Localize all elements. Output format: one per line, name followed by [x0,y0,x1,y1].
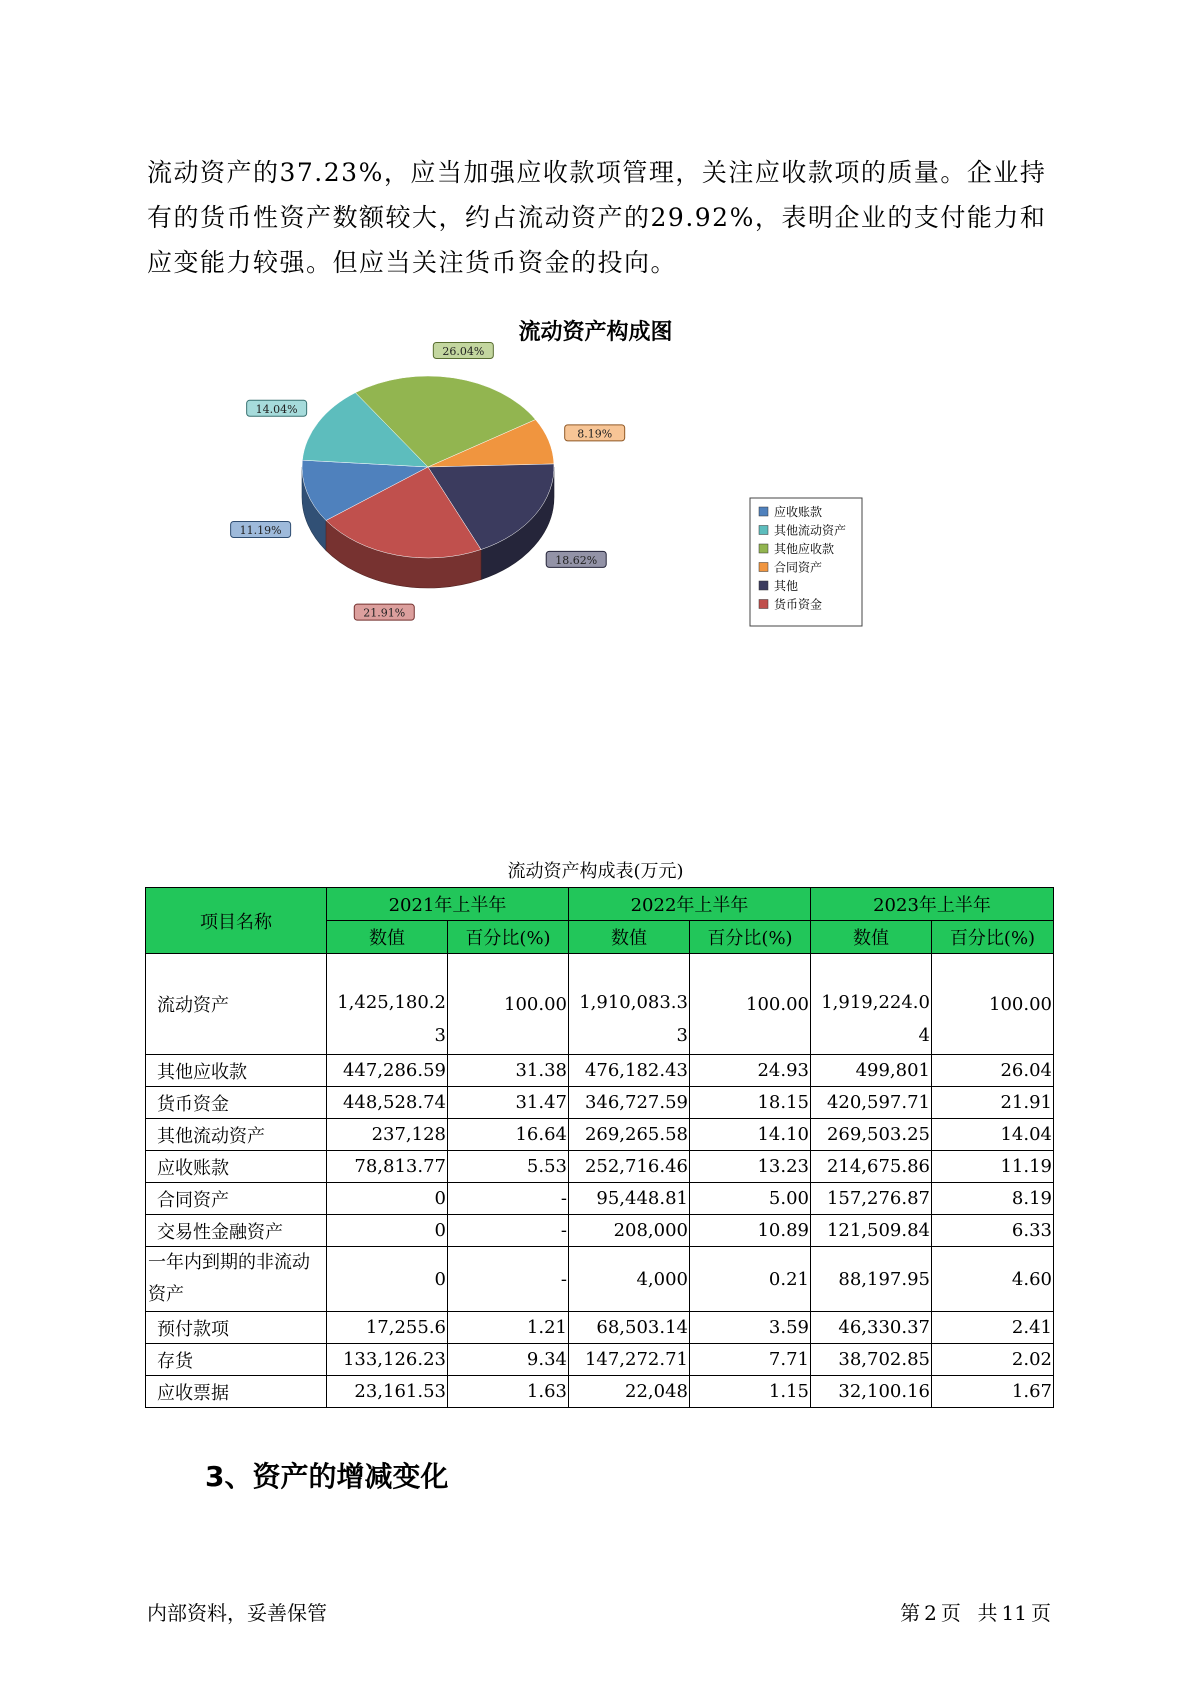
value-cell: 499,801 [811,1055,932,1087]
value-cell: 68,503.14 [569,1312,690,1344]
legend-swatch [759,544,768,553]
header-value: 数值 [811,921,932,954]
header-percent: 百分比(%) [932,921,1054,954]
percent-cell: 13.23 [690,1151,811,1183]
table-row [146,1151,1054,1183]
percent-cell: 5.53 [448,1151,569,1183]
legend-entry: 应收账款 [774,505,823,519]
percent-cell: 10.89 [690,1215,811,1247]
percent-cell: 100.00 [932,954,1054,1055]
percent-cell: 7.71 [690,1344,811,1376]
percent-cell: 4.60 [932,1247,1054,1312]
row-name: 交易性金融资产 [146,1215,327,1247]
value-cell: 420,597.71 [811,1087,932,1119]
table-row [146,1055,1054,1087]
header-value: 数值 [327,921,448,954]
row-name: 合同资产 [146,1183,327,1215]
pie-data-label-text: 11.19% [239,524,282,538]
percent-cell: 26.04 [932,1055,1054,1087]
value-cell: 346,727.59 [569,1087,690,1119]
value-cell: 121,509.84 [811,1215,932,1247]
value-cell: 0 [327,1183,448,1215]
value-cell: 157,276.87 [811,1183,932,1215]
pie-data-label [231,522,291,538]
value-cell: 447,286.59 [327,1055,448,1087]
pie-chart-svg [0,315,1191,655]
percent-cell: 1.67 [932,1376,1054,1408]
pie-data-label-text: 26.04% [442,344,485,358]
footer-note: 内部资料，妥善保管 [147,1601,327,1625]
value-cell: 22,048 [569,1376,690,1408]
row-name: 其他流动资产 [146,1119,327,1151]
percent-cell: 31.47 [448,1087,569,1119]
legend-swatch [759,526,768,535]
percent-cell: 1.15 [690,1376,811,1408]
table-row [146,1247,1054,1312]
current-assets-table [145,887,1054,1408]
percent-cell: 24.93 [690,1055,811,1087]
table-row [146,1183,1054,1215]
table-row [146,1119,1054,1151]
percent-cell: - [448,1215,569,1247]
percent-cell: 11.19 [932,1151,1054,1183]
value-cell: 1,919,224.04 [811,954,932,1055]
value-cell: 147,272.71 [569,1344,690,1376]
table-row [146,1344,1054,1376]
row-name: 货币资金 [146,1087,327,1119]
table-caption: 流动资产构成表(万元) [507,861,684,882]
pie-chart [0,315,1191,655]
pie-data-label-text: 14.04% [255,402,298,416]
header-year-2022: 2022年上半年 [569,888,811,921]
pie-data-label [433,342,493,358]
pie-data-label [247,400,307,416]
table-row [146,1087,1054,1119]
percent-cell: 31.38 [448,1055,569,1087]
value-cell: 237,128 [327,1119,448,1151]
pie-data-label [565,425,625,441]
table-row [146,1312,1054,1344]
value-cell: 252,716.46 [569,1151,690,1183]
row-name: 应收账款 [146,1151,327,1183]
percent-cell: 2.41 [932,1312,1054,1344]
body-paragraph: 流动资产的37.23%，应当加强应收款项管理，关注应收款项的质量。企业持有的货币性资产数额较大，约占流动资产的29.92%，表明企业的支付能力和应变能力较强。但应当关注货币资金的投向。 [147,158,1047,277]
value-cell: 448,528.74 [327,1087,448,1119]
percent-cell: 21.91 [932,1087,1054,1119]
percent-cell: 16.64 [448,1119,569,1151]
row-name: 存货 [146,1344,327,1376]
header-year-2023: 2023年上半年 [811,888,1054,921]
footer-page-number: 2 [924,1601,937,1625]
percent-cell: 14.10 [690,1119,811,1151]
value-cell: 46,330.37 [811,1312,932,1344]
pie-data-label [354,604,414,620]
percent-cell: 5.00 [690,1183,811,1215]
value-cell: 78,813.77 [327,1151,448,1183]
value-cell: 1,425,180.23 [327,954,448,1055]
legend-entry: 货币资金 [774,597,823,612]
pie-data-label-text: 8.19% [577,427,613,441]
footer-total-number: 11 [1001,1601,1027,1625]
row-name: 其他应收款 [146,1055,327,1087]
value-cell: 0 [327,1247,448,1312]
value-cell: 133,126.23 [327,1344,448,1376]
value-cell: 4,000 [569,1247,690,1312]
chart-title: 流动资产构成图 [518,320,673,345]
table-row [146,1376,1054,1408]
legend-entry: 其他应收款 [774,542,835,556]
percent-cell: 3.59 [690,1312,811,1344]
value-cell: 0 [327,1215,448,1247]
percent-cell: - [448,1183,569,1215]
header-percent: 百分比(%) [690,921,811,954]
value-cell: 23,161.53 [327,1376,448,1408]
percent-cell: 18.15 [690,1087,811,1119]
legend-swatch [759,507,768,516]
value-cell: 269,265.58 [569,1119,690,1151]
value-cell: 1,910,083.33 [569,954,690,1055]
pie-data-label-text: 18.62% [555,553,598,567]
footer-page-info [898,1597,1053,1626]
value-cell: 476,182.43 [569,1055,690,1087]
pie-data-label-text: 21.91% [363,606,406,620]
percent-cell: 1.21 [448,1312,569,1344]
percent-cell: 6.33 [932,1215,1054,1247]
footer-total-unit: 页 [1031,1601,1051,1625]
row-name: 预付款项 [146,1312,327,1344]
value-cell: 269,503.25 [811,1119,932,1151]
value-cell: 17,255.6 [327,1312,448,1344]
legend-entry: 合同资产 [774,560,823,575]
header-item-name: 项目名称 [146,888,327,954]
value-cell: 88,197.95 [811,1247,932,1312]
section-heading: 3、资产的增减变化 [205,1460,449,1493]
legend-entry: 其他 [774,579,799,593]
value-cell: 32,100.16 [811,1376,932,1408]
header-value: 数值 [569,921,690,954]
legend-swatch [759,563,768,572]
percent-cell: 0.21 [690,1247,811,1312]
legend-swatch [759,581,768,590]
value-cell: 208,000 [569,1215,690,1247]
percent-cell: 14.04 [932,1119,1054,1151]
legend-swatch [759,600,768,609]
value-cell: 95,448.81 [569,1183,690,1215]
percent-cell: 8.19 [932,1183,1054,1215]
percent-cell: 9.34 [448,1344,569,1376]
percent-cell: 1.63 [448,1376,569,1408]
footer-total-prefix: 共 [977,1601,998,1625]
value-cell: 38,702.85 [811,1344,932,1376]
value-cell: 214,675.86 [811,1151,932,1183]
table-row [146,954,1054,1055]
percent-cell: 100.00 [690,954,811,1055]
table-row [146,1215,1054,1247]
footer-page-unit: 页 [940,1601,961,1625]
pie-data-label [546,551,606,567]
percent-cell: 100.00 [448,954,569,1055]
legend-entry: 其他流动资产 [774,523,847,538]
percent-cell: 2.02 [932,1344,1054,1376]
row-name: 流动资产 [146,954,327,1055]
row-name: 应收票据 [146,1376,327,1408]
header-year-2021: 2021年上半年 [327,888,569,921]
footer-page-prefix: 第 [900,1601,921,1625]
header-percent: 百分比(%) [448,921,569,954]
table-body [146,954,1054,1408]
row-name: 一年内到期的非流动资产 [146,1247,327,1312]
percent-cell: - [448,1247,569,1312]
